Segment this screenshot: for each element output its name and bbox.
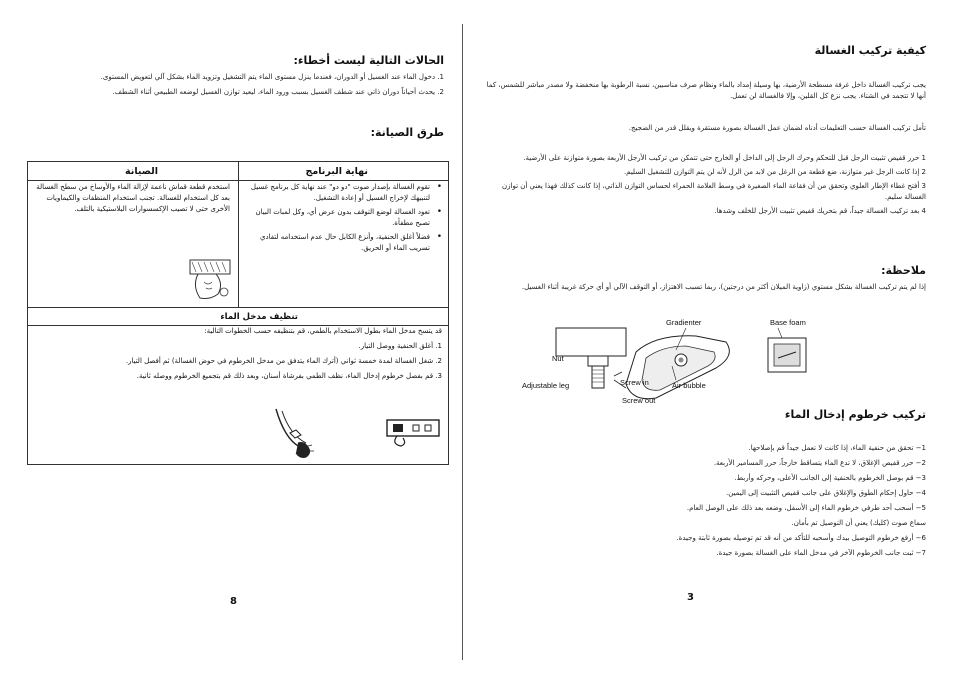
list-item: • فضلاً أغلق الحنفية، وأنزع الكابل حال عدم استخدامه لتفادي تسريب الماء أو الحريق. [246, 232, 442, 254]
label-screw-out: Screw out [622, 396, 656, 405]
step-item: 3 أفتح غطاء الإطار العلوي وتحقق من أن فقاعة الماء الصغيرة في وسط العلامة الحمراء لحساس التوازن الذاتي، إذا كانت كذلك فهذا يعني أن توازن الغسالة سليم. [501, 182, 926, 201]
install-steps [486, 153, 926, 220]
step-item: 7− ثبت جانب الخرطوم الآخر في مدخل الماء على الغسالة بصورة جيدة. [716, 549, 926, 557]
step-item: 5− أسحب أحد طرفي خرطوم الماء إلى الأسفل، وضعه بعد ذلك على الوصل العام. [686, 504, 926, 512]
errors-list [32, 72, 444, 102]
filter-cleaning-title: تنظيف مدخل الماء [220, 312, 298, 322]
step-item: 1− تحقق من حنفية الماء، إذا كانت لا تعمل جيداً قم بإصلاحها. [748, 444, 926, 452]
heading-maintenance: طرق الصيانة: [370, 126, 444, 139]
list-item: • تعود الغسالة لوضع التوقف بدون عرض أي، وكل لمبات البيان تصبح مطفأة. [246, 207, 442, 229]
error-item: 2. يحدث أحياناً دوران ذاتي عند شطف الغسيل بسبب ورود الماء، ليعيد توازن الغسيل لوضعه الطبيعي أثناء الشطف. [112, 88, 444, 96]
heading-hose: تركيب خرطوم إدخال الماء [784, 408, 926, 421]
step-item: 2. شغل الغسالة لمدة خمسة ثواني (أترك الماء يتدفق من مدخل الخرطوم في حوض الغسالة) ثم أفصل التيار. [125, 357, 442, 365]
maintenance-text: استخدم قطعة قماش ناعمة لإزالة الماء والأوساخ من سطح الغسالة بعد كل استخدام للغسالة. تجنب استخدام المنظفات والكيماويات الأخرى حتى لا تصيب الإكسسوارات البلاستيكية بالتلف. [36, 183, 230, 213]
leveling-diagram [516, 318, 856, 410]
step-item: 1. أغلق الحنفية ووصل التيار. [358, 342, 442, 350]
maintenance-table [27, 161, 449, 465]
column-program-end: نهاية البرنامج [305, 166, 368, 177]
note-text: إذا لم يتم تركيب الغسالة بشكل مستوي (زاوية الميلان أكثر من درجتين)، ربما تسبب الاهتزاز، أو التوقف الآلي أو أي حركة غريبة أثناء الغسيل. [521, 283, 926, 291]
filter-cleaning-steps [32, 326, 442, 386]
program-end-list [246, 182, 442, 257]
label-air-bubble: Air bubble [672, 381, 706, 390]
brush-cleaning-illustration [268, 407, 348, 462]
label-gradienter: Gradienter [666, 318, 702, 327]
list-item: • تقوم الغسالة بإصدار صوت "دو دو" عند نهاية كل برنامج غسيل لتنبيهك لإخراج الغسيل أو إعادة التشغيل. [246, 182, 442, 204]
table-section-divider [28, 307, 448, 308]
page-divider [462, 24, 463, 660]
step-item: 2− حرر قفيص الإغلاق، لا تدع الماء يتساقط خارجاً، حرر المسامير الأربعة. [713, 459, 926, 467]
install-intro-2: تأمل تركيب الغسالة حسب التعليمات أدناه لضمان عمل الغسالة بصورة مستقرة ويقلل قدر من الضجيج. [628, 124, 926, 132]
step-item: سماع صوت (كليك) يعني أن التوصيل تم بأمان. [791, 519, 926, 527]
hose-steps [486, 443, 926, 563]
heading-install: كيفية تركيب الغسالة [814, 44, 926, 57]
left-page [0, 0, 462, 675]
step-item: 6− أرفع خرطوم التوصيل بيدك وأسحبه للتأكد من أنه قد تم توصيله بصورة ثابتة وجيدة. [676, 534, 926, 542]
step-item: قد يتسخ مدخل الماء بطول الاستخدام بالطمي، قم بتنظيفه حسب الخطوات التالية: [204, 327, 442, 335]
cloth-wiping-illustration [178, 252, 240, 302]
label-screw-in: Screw in [620, 378, 649, 387]
heading-errors: الحالات التالية ليست أخطاء: [293, 54, 444, 67]
install-intro: يجب تركيب الغسالة داخل غرفة مسطحة الأرضية، بها وسيلة إمداد بالماء ونظام صرف مناسبين، نسبة الرطوبة بها منخفضة ولا مصدر مباشر للشمس، كما أنها لا تتجمد في الشتاء. يجب نزع كل القلين، وإلا فالغسالة لن تعمل. [486, 81, 926, 100]
step-item: 2 إذا كانت الرجل غير متوازنة، ضع قطعة من الرغل من لابد من الرل لأنه لن يتم التوازن للتشغيل السليم. [623, 168, 926, 176]
page-number: 8 [230, 596, 237, 607]
step-item: 3− قم بوصل الخرطوم بالحنفية إلى الجانب الأعلى، وحركه وأربط. [734, 474, 926, 482]
label-adjustable-leg: Adjustable leg [522, 381, 570, 390]
page-number: 3 [687, 592, 694, 603]
error-item: 1. دخول الماء عند الغسيل أو الدوران، فعندما ينزل مستوى الماء يتم التشغيل وتزويد الماء بشكل آلي لتعويض المستوى. [100, 73, 444, 81]
water-inlet-filter-icon [383, 414, 443, 449]
right-page [464, 0, 954, 675]
step-item: 4− حاول إحكام الطوق والإغلاق على جانب قفيص التثبيت إلى اليمين. [726, 489, 926, 497]
column-maintenance: الصيانة [125, 166, 158, 177]
leveling-figure [516, 318, 856, 410]
step-item: 4 بعد تركيب الغسالة جيداً، قم بتحريك قفيص تثبيت الأرجل للخلف وشدها. [714, 207, 926, 215]
step-item: 3. قم بفصل خرطوم إدخال الماء، نظف الطمي بفرشاة أسنان، وبعد ذلك قم بتجميع الخرطوم ووصله ثانية. [136, 372, 442, 380]
label-base-foam: Base foam [770, 318, 806, 327]
label-nut: Nut [552, 354, 564, 363]
step-item: 1 حرر قفيص تثبيت الرجل قبل للتحكم وحرك الرجل إلى الداخل أو الخارج حتى تتمكن من تركيب الأرجل الأربعة بصورة متوازنة على الأرضية. [523, 154, 926, 162]
heading-note: ملاحظة: [881, 264, 926, 277]
